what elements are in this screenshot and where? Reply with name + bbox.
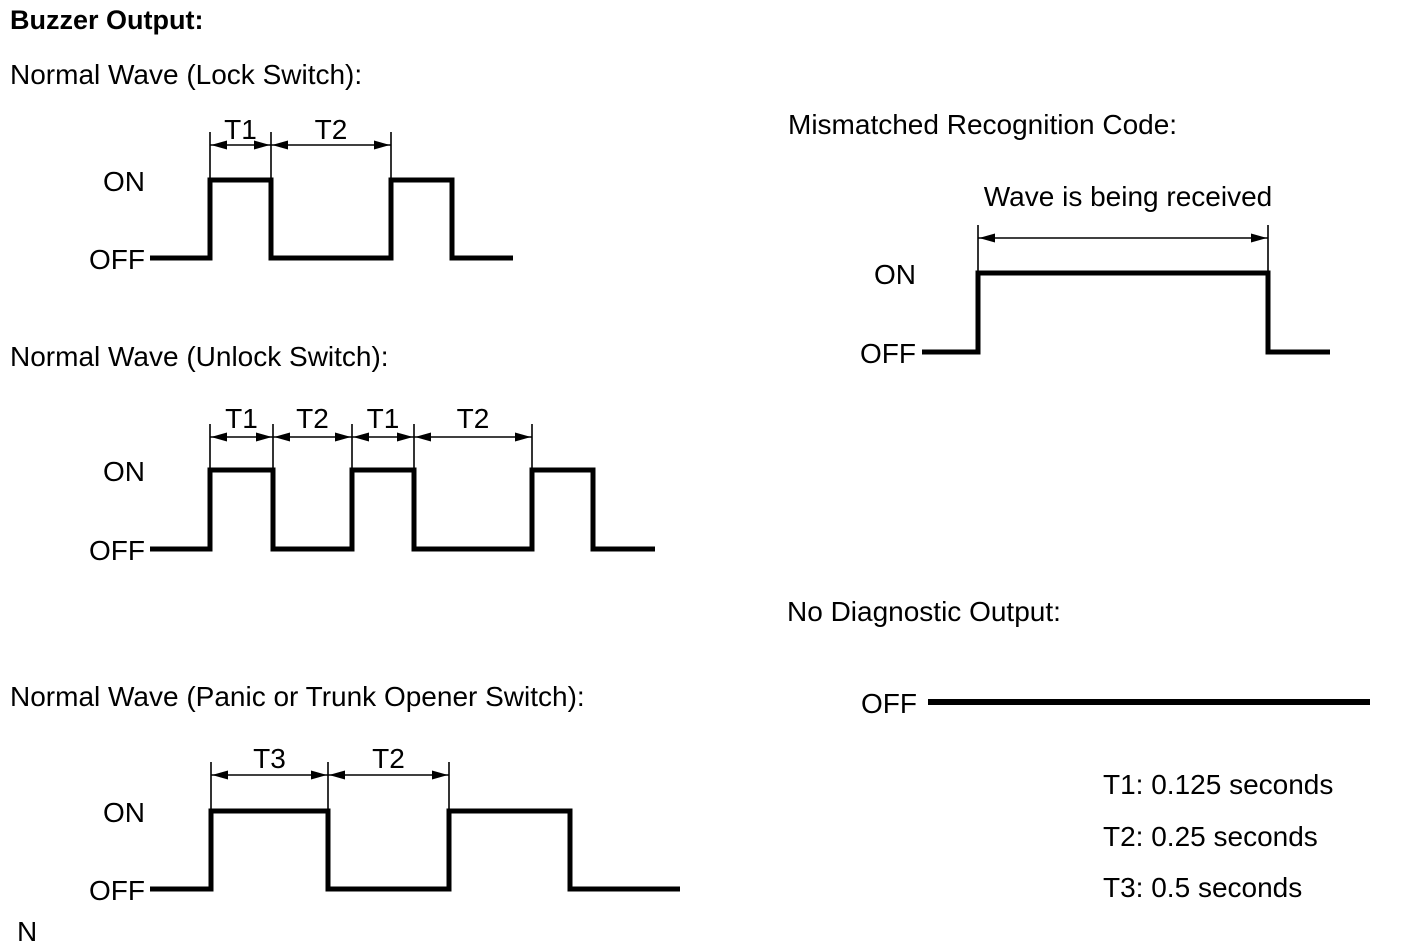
on-label: ON (103, 456, 145, 487)
wave-line (150, 180, 513, 258)
dimension-arrowhead-left (979, 234, 995, 243)
page-title: Buzzer Output: (10, 5, 204, 35)
dimension-arrowhead-left (212, 771, 228, 780)
dimension-arrowhead-right (374, 141, 390, 150)
off-label: OFF (89, 535, 145, 566)
dimension-arrowhead-left (415, 433, 431, 442)
section-title-panic-trunk-switch: Normal Wave (Panic or Trunk Opener Switch): (10, 681, 585, 712)
waveform-panic (89, 743, 680, 906)
off-label: OFF (89, 244, 145, 275)
on-label: ON (874, 259, 916, 290)
dimension-label: T2 (296, 403, 329, 434)
dimension-label: T1 (225, 403, 258, 434)
legend-item-t3: T3: 0.5 seconds (1103, 872, 1303, 903)
section-title-no-diagnostic: No Diagnostic Output: (787, 596, 1061, 627)
section-title-mismatched-code: Mismatched Recognition Code: (788, 109, 1178, 140)
on-label: ON (103, 797, 145, 828)
dimension-label: T1 (224, 114, 257, 145)
dimension-arrowhead-right (397, 433, 413, 442)
wave-line (150, 470, 655, 549)
legend-item-t1: T1: 0.125 seconds (1103, 769, 1334, 800)
dimension-arrowhead-right (311, 771, 327, 780)
dimension-arrowhead-right (515, 433, 531, 442)
dimension-arrowhead-right (432, 771, 448, 780)
page-edge-text-artifact: N (17, 916, 38, 946)
section-title-lock-switch: Normal Wave (Lock Switch): (10, 59, 363, 90)
dimension-label: T2 (456, 403, 490, 434)
caption-wave-received: Wave is being received (983, 181, 1273, 212)
dimension-label: T2 (314, 114, 348, 145)
legend-item-t2: T2: 0.25 seconds (1103, 821, 1318, 852)
waveform-lock (89, 114, 513, 275)
section-title-unlock-switch: Normal Wave (Unlock Switch): (10, 341, 389, 372)
off-label: OFF (861, 688, 917, 719)
dimension-label: T2 (372, 743, 405, 774)
wave-line (150, 811, 680, 889)
dimension-arrowhead-left (329, 771, 345, 780)
dimension-arrowhead-right (256, 433, 272, 442)
waveform-mismatched (860, 181, 1330, 369)
dimension-arrowhead-right (1251, 234, 1267, 243)
dimension-arrowhead-left (274, 433, 290, 442)
dimension-arrowhead-left (272, 141, 288, 150)
off-label: OFF (89, 875, 145, 906)
waveform-unlock (89, 403, 655, 566)
dimension-arrowhead-right (335, 433, 351, 442)
dimension-label: T3 (253, 743, 286, 774)
dimension-label: T1 (366, 403, 400, 434)
off-label: OFF (860, 338, 916, 369)
wave-line (922, 273, 1330, 352)
on-label: ON (103, 166, 145, 197)
waveform-no-diagnostic (861, 688, 1370, 719)
